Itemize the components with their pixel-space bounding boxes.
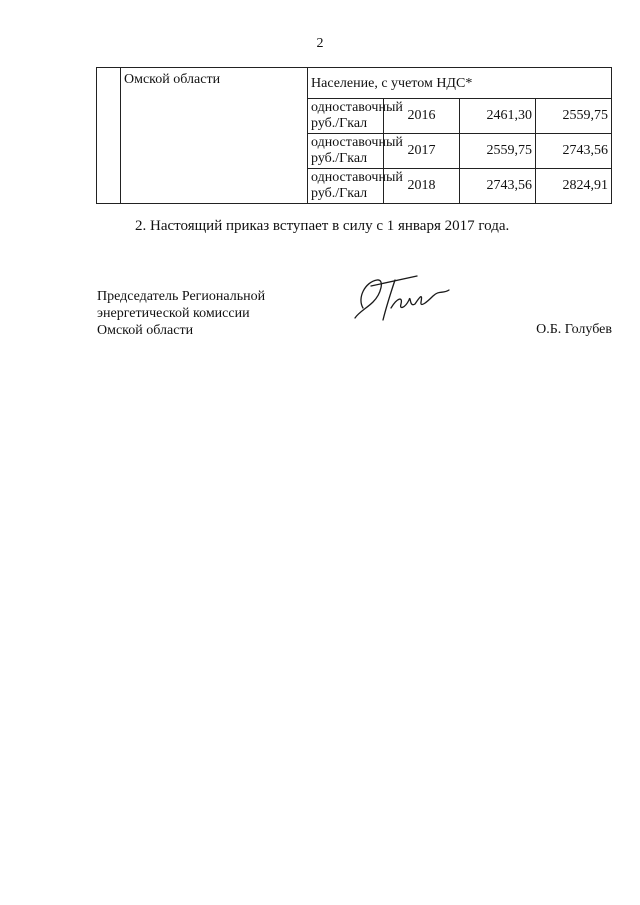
tariff-type-cell — [308, 99, 403, 134]
year-cell: 2018 — [384, 169, 460, 204]
value-end-cell: 2824,91 — [536, 169, 612, 204]
value-start-cell: 2559,75 — [460, 134, 536, 169]
signer-position-line: Омской области — [97, 323, 194, 338]
value-end-cell: 2559,75 — [536, 99, 612, 134]
group-label-cell: Население, с учетом НДС* — [308, 68, 612, 99]
year-cell: 2017 — [384, 134, 460, 169]
tariff-unit: руб./Гкал — [311, 116, 368, 131]
value-start-cell: 2461,30 — [460, 99, 536, 134]
value-start-cell: 2743,56 — [460, 169, 536, 204]
tariff-type: одноставочный — [311, 170, 403, 185]
empty-cell — [97, 68, 121, 204]
page-number: 2 — [316, 36, 324, 51]
tariff-type: одноставочный — [311, 100, 403, 115]
tariff-unit: руб./Гкал — [311, 151, 368, 166]
region-cell: Омской области — [121, 68, 308, 204]
signer-position — [97, 288, 265, 339]
value-end-cell: 2743,56 — [536, 134, 612, 169]
tariff-type-cell — [308, 169, 403, 204]
table-row — [97, 68, 612, 99]
tariff-type: одноставочный — [311, 135, 403, 150]
effective-date-clause: 2. Настоящий приказ вступает в силу с 1 января 2017 года. — [135, 218, 510, 234]
handwritten-signature — [345, 268, 455, 328]
signer-position-line: Председатель Региональной — [97, 289, 266, 304]
signer-position-line: энергетической комиссии — [97, 306, 250, 321]
year-cell: 2016 — [384, 99, 460, 134]
tariff-type-cell — [308, 134, 403, 169]
tariff-table — [96, 67, 612, 204]
signer-name: О.Б. Голубев — [536, 322, 612, 337]
tariff-unit: руб./Гкал — [311, 186, 368, 201]
